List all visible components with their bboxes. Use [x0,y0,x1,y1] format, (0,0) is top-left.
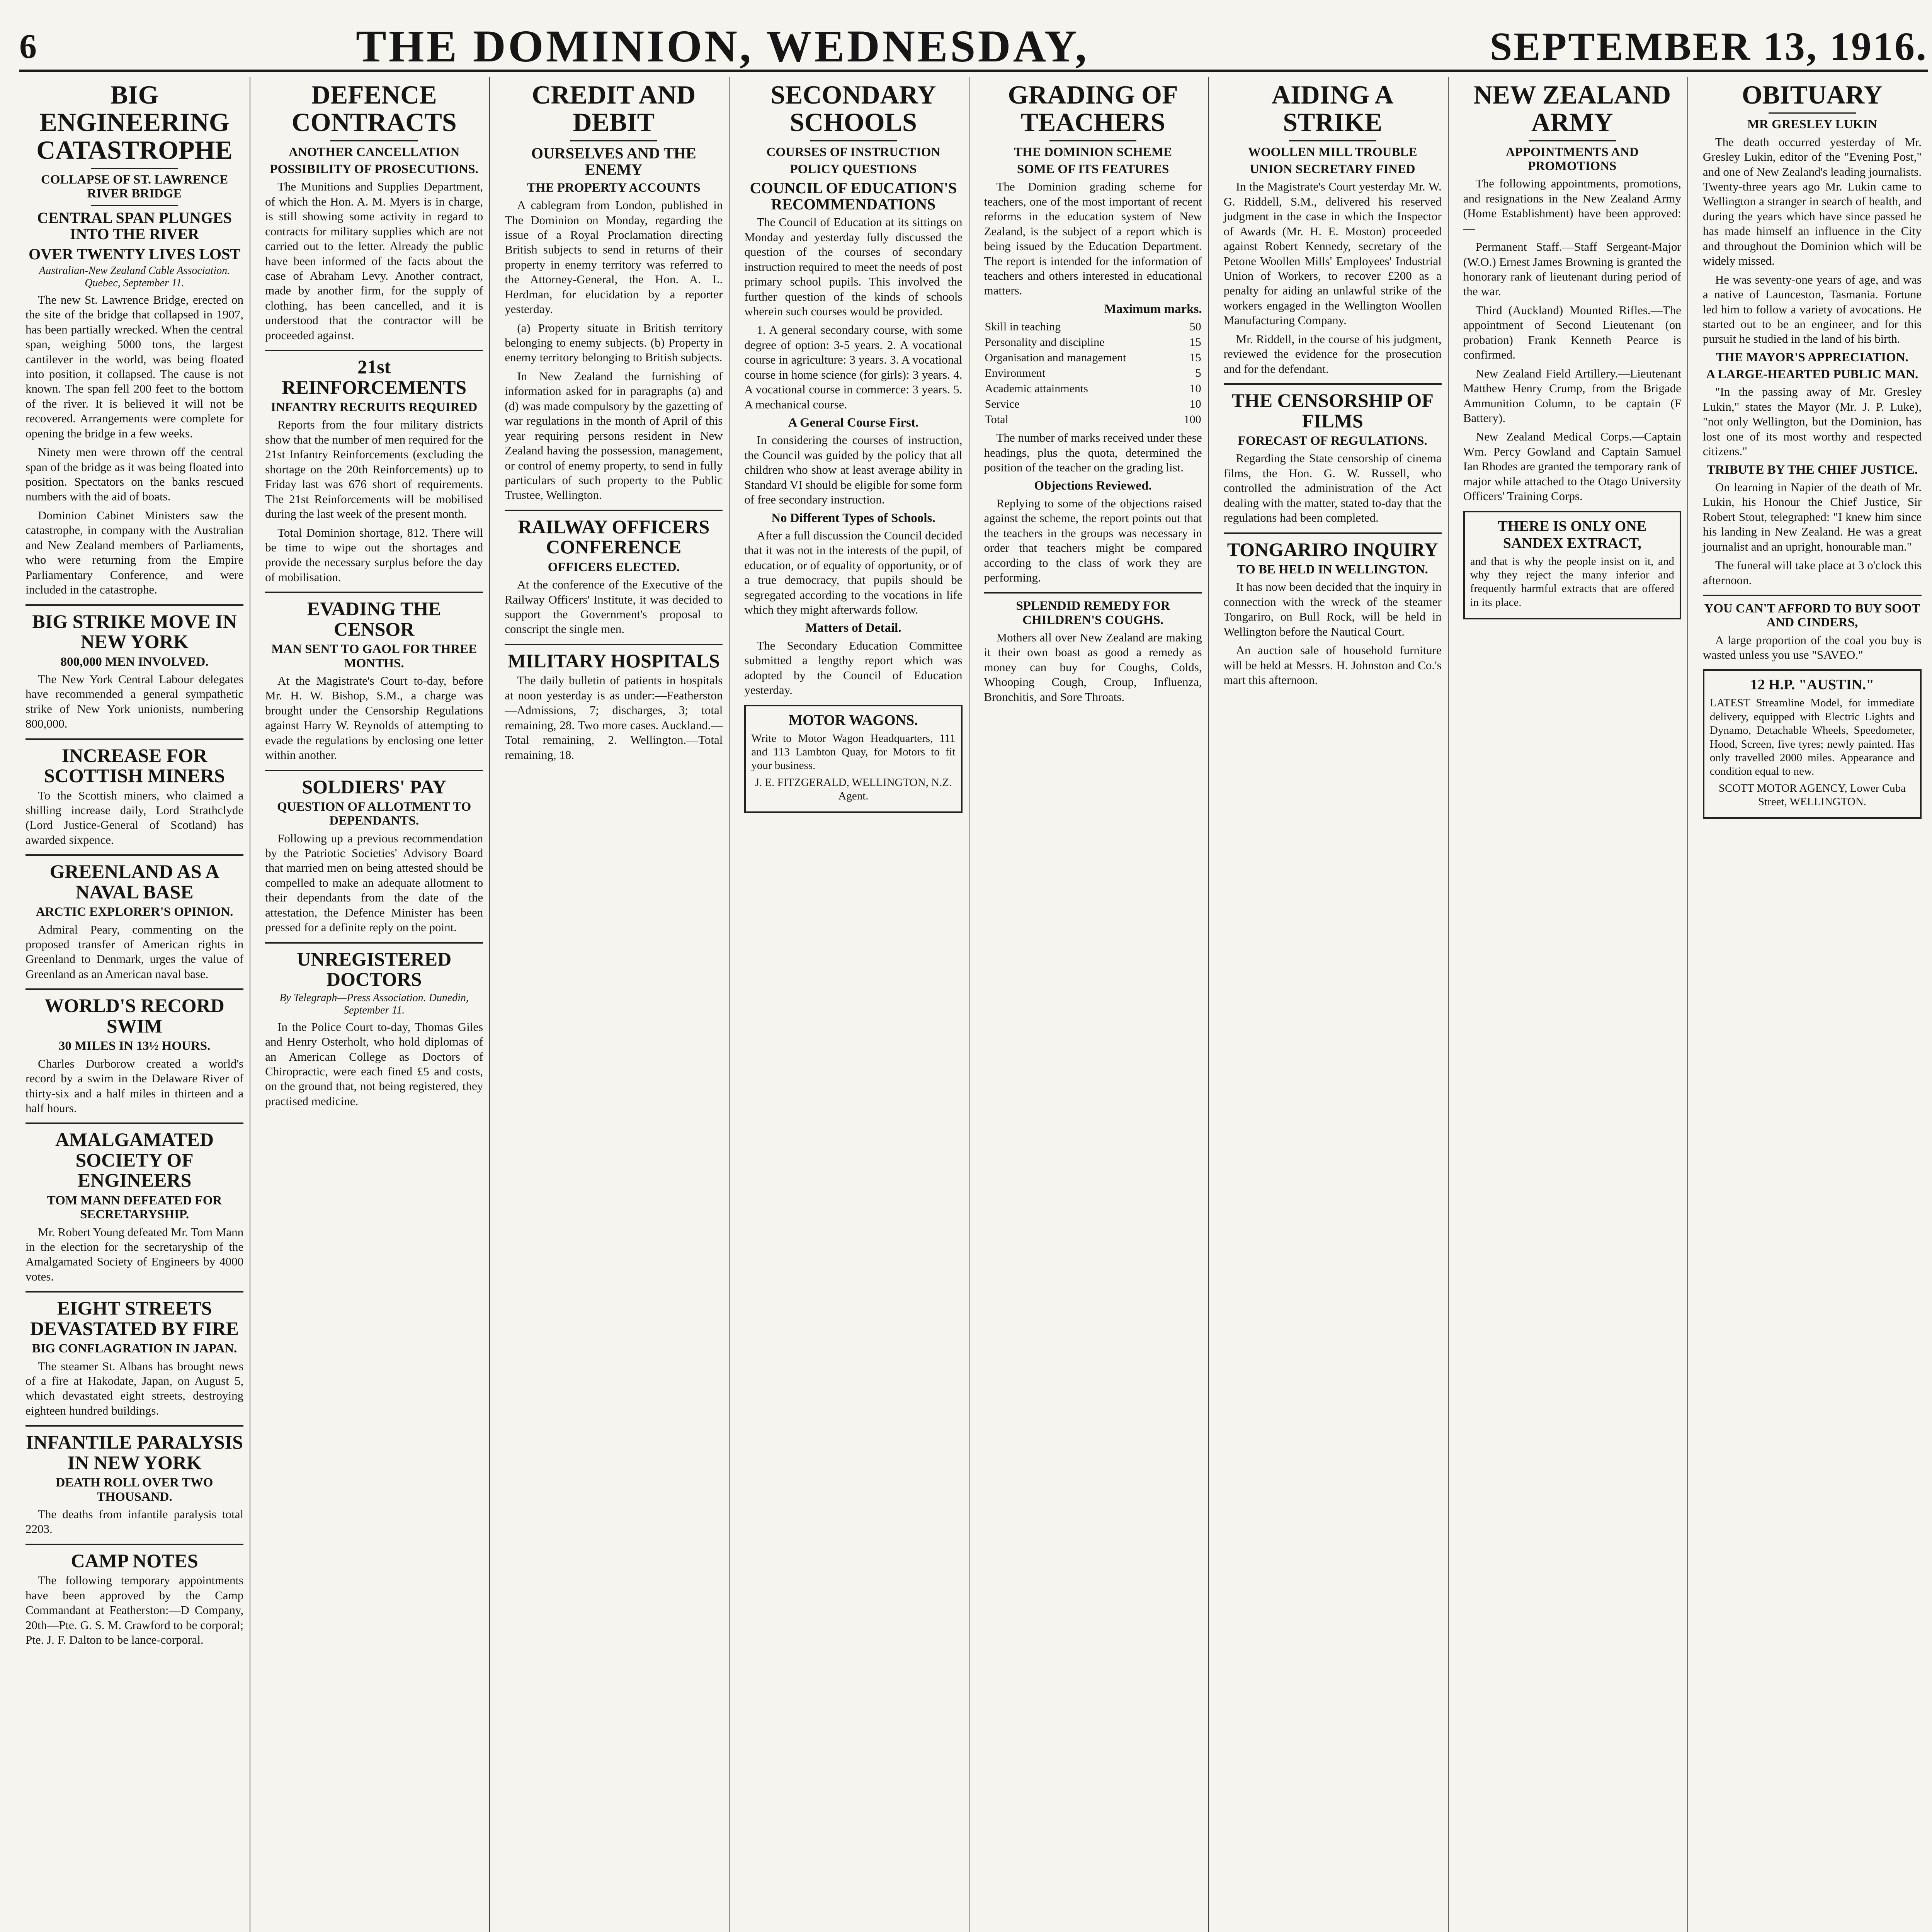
headline: INFANTILE PARALYSIS IN NEW YORK [26,1431,243,1473]
marks-value: 100 [1184,413,1201,426]
advert-austin [1703,669,1922,819]
divider [1224,532,1442,534]
article-camp-notes [26,1551,243,1648]
paragraph: The steamer St. Albans has brought news of a fire at Hakodate, Japan, on August 5, which devastated eight streets, destroying eighteen hundred buildings. [26,1359,244,1417]
advert-heading: MOTOR WAGONS. [789,712,918,728]
marks-table [984,319,1202,427]
section-heading: THE MAYOR'S APPRECIATION. [1716,350,1908,364]
headline: AIDING A STRIKE [1271,80,1394,137]
article-nz-army [1463,81,1681,504]
subheadline: POSSIBILITY OF PROSECUTIONS. [270,162,478,177]
paragraph: Ninety men were thrown off the central span of the bridge as it was being floated into position. Spectators on the banks rescued numbers with the aid of boats. [26,445,244,503]
paragraph: To the Scottish miners, who claimed a shilling increase daily, Lord Strathclyde (Lord Justice-General of Scotland) has awarded sixpence. [26,788,244,847]
headline: UNREGISTERED DOCTORS [297,948,452,990]
section-heading: Objections Reviewed. [1034,479,1152,493]
article-defence [265,81,483,343]
paragraph: A cablegram from London, published in The Dominion on Monday, regarding the issue of a Royal Proclamation directing British subjects to send in returns of their property in enemy territory was referred to the Attorney-General, the Hon. A. L. Herdman, for elucidation by a reporter yesterday. [505,198,723,316]
column-4 [738,77,969,1932]
article-engineers [26,1129,243,1284]
marks-value: 10 [1189,382,1201,395]
newspaper-title: THE DOMINION, WEDNESDAY, [356,21,1089,71]
column-8 [1697,77,1928,1932]
headline: CAMP NOTES [71,1549,198,1571]
paragraph: Replying to some of the objections raised against the scheme, the report points out that the teachers in the groups was necessary in order that teachers might be compared according to the class of work they are performing. [984,496,1202,584]
divider [26,1291,243,1293]
divider [26,604,243,606]
divider [265,770,483,771]
article-hospitals [505,651,723,762]
marks-row [984,366,1202,381]
article-grading-teachers [984,81,1202,585]
paragraph: In the Police Court to-day, Thomas Giles and Henry Osterholt, who hold diplomas of an American College as Doctors of Chiropractic, were each fined £5 and costs, on the ground that, not being registered, they practised medicine. [265,1020,483,1108]
article-soldiers-pay [265,777,483,935]
article-credit-debit [505,81,723,503]
advert-text: and that is why the people insist on it, and why they reject the many inferior and frequently harmful extracts that are offered in its place. [1470,555,1674,609]
paragraph: After a full discussion the Council decided that it was not in the interests of the pupil, of education, or of equality of opportunity, or of a true democracy, that pupils should be segregated according to the vocations in life which they might afterwards follow. [744,528,963,617]
marks-table-title: Maximum marks. [1104,302,1202,316]
subheadline: ARCTIC EXPLORER'S OPINION. [36,905,233,919]
advert-coughs [984,599,1202,704]
headline: GRADING OF TEACHERS [1008,80,1178,137]
article-greenland [26,861,243,981]
divider [1703,595,1922,596]
subheadline: UNION SECRETARY FINED [1250,162,1415,177]
dateline: Australian-New Zealand Cable Association. Quebec, September 11. [39,264,230,289]
masthead [19,23,1928,72]
paragraph: New Zealand Field Artillery.—Lieutenant Matthew Henry Crump, from the Brigade Ammunition Column, to be captain (F Battery). [1463,366,1681,425]
divider [265,942,483,944]
headline: TONGARIRO INQUIRY [1227,538,1438,560]
course-list: 1. A general secondary course, with some degree of option: 3-5 years. 2. A vocational course in agriculture: 3 years. 3. A vocational course in home science (for girls): 3 years. 4. A vocational course in commerce: 3 years. 5. A mechanical course. [744,323,963,411]
divider [1769,112,1856,114]
paragraph: The daily bulletin of patients in hospitals at noon yesterday is as under:—Featherston—Admissions, 7; discharges, 3; total remaining, 28. Two more cases. Auckland.—Total remaining, 2. Wellington.—Total remaining, 18. [505,673,723,762]
section-heading: A LARGE-HEARTED PUBLIC MAN. [1706,367,1918,382]
headline: INCREASE FOR SCOTTISH MINERS [44,744,225,787]
headline: CREDIT AND DEBIT [532,80,696,137]
subheadline: THE DOMINION SCHEME [1014,145,1172,159]
marks-row [984,396,1202,412]
article-reinforcements [265,357,483,585]
paragraph: Permanent Staff.—Staff Sergeant-Major (W.O.) Ernest James Browning is granted the honorary rank of lieutenant during period of the war. [1463,240,1681,298]
paragraph: Admiral Peary, commenting on the proposed transfer of American rights in Greenland to Denmark, urges the value of Greenland as an American naval base. [26,922,244,981]
divider [505,510,723,511]
subheadline: COURSES OF INSTRUCTION [766,145,940,159]
marks-label: Academic attainments [985,382,1088,395]
subheadline: BIG CONFLAGRATION IN JAPAN. [32,1342,237,1356]
article-record-swim [26,995,243,1116]
article-secondary-schools [744,81,962,698]
advert-heading: YOU CAN'T AFFORD TO BUY SOOT AND CINDERS, [1704,601,1920,630]
divider [984,592,1202,594]
section-heading: TRIBUTE BY THE CHIEF JUSTICE. [1706,463,1918,477]
subheadline: APPOINTMENTS AND PROMOTIONS [1505,145,1639,173]
paragraph: The number of marks received under these headings, plus the quota, determined the position of the teacher on the grading list. [984,431,1202,474]
column-7 [1457,77,1688,1932]
advert-signature: J. E. FITZGERALD, WELLINGTON, N.Z. Agent. [755,776,952,803]
paragraph: An auction sale of household furniture will be held at Messrs. H. Johnston and Co.'s mart this afternoon. [1223,643,1442,687]
marks-row [984,319,1202,335]
paragraph: Following up a previous recommendation by the Patriotic Societies' Advisory Board that married men on being attested should be compelled to make an adequate allotment to their dependants from the date of the attestation, the Defence Minister has been pressed for a definite reply on the point. [265,831,483,934]
marks-value: 10 [1189,398,1201,411]
divider [1224,383,1442,385]
marks-row [984,335,1202,350]
subheadline: COLLAPSE OF ST. LAWRENCE RIVER BRIDGE [41,173,228,201]
advert-text: Write to Motor Wagon Headquarters, 111 and 113 Lambton Quay, for Motors to fit your business. [751,732,956,772]
subheadline: 30 MILES IN 13½ HOURS. [58,1039,211,1053]
paragraph: Charles Durborow created a world's record by a swim in the Delaware River of thirty-six and a half miles in thirteen and a half hours. [26,1056,244,1115]
article-doctors [265,949,483,1109]
page-number: 6 [19,27,37,66]
subheadline: MAN SENT TO GAOL FOR THREE MONTHS. [271,642,477,670]
advert-motor-wagons [744,705,962,813]
subheadline: POLICY QUESTIONS [790,162,917,177]
section-heading: Matters of Detail. [805,621,901,635]
paragraph: The Dominion grading scheme for teachers, one of the most important of recent reforms in the education system of New Zealand, is the subject of a report which is being issued by the Education Department. The report is intended for the information of teachers and others interested in educational matters. [984,180,1202,298]
marks-value: 50 [1189,320,1201,333]
headline: WORLD'S RECORD SWIM [44,995,224,1037]
divider [26,738,243,740]
divider [265,350,483,351]
paragraph: "In the passing away of Mr. Gresley Lukin," states the Mayor (Mr. J. P. Luke), "not only Wellington, but the Dominion, has lost one of its most worthy and respected citizens." [1702,385,1922,458]
headline: AMALGAMATED SOCIETY OF ENGINEERS [55,1129,214,1191]
paragraph: The Munitions and Supplies Department, of which the Hon. A. M. Myers is in charge, is still showing some activity in regard to contracts for military supplies which are not carried out to the letter. Already the public have been informed of the facts about the case of Abraham Levy. Another contract, made by another firm, for the supply of clothing, has been cancelled, and it is understood that the contractor will be proceeded against. [265,180,483,342]
column-2 [259,77,490,1932]
divider [1529,140,1616,141]
headline: RAILWAY OFFICERS CONFERENCE [518,515,710,558]
marks-row [984,412,1202,427]
divider [26,1544,243,1545]
paragraph: The following temporary appointments have been approved by the Camp Commandant at Featherston:—D Company, 20th—Pte. G. S. M. Crawford to be corporal; Pte. J. F. Dalton to be lance-corporal. [26,1573,244,1647]
advert-text: LATEST Streamline Model, for immediate delivery, equipped with Electric Lights and Dynamo, Detachable Wheels, Speedometer, Hood, Screen, five tyres; newly painted. Has only travelled 2000 miles. Appearance and condition equal to new. [1709,697,1915,778]
paragraph: At the Magistrate's Court to-day, before Mr. H. W. Bishop, S.M., a charge was brought under the Censorship Regulations against Harry W. Reynolds of attempting to evade the regulations by enclosing one letter within another. [265,673,483,762]
section-heading: No Different Types of Schools. [771,511,935,525]
paragraph: (a) Property situate in British territory belonging to enemy subjects. (b) Property in enemy territory belonging to British subjects. [505,321,723,364]
paragraph: The new St. Lawrence Bridge, erected on the site of the bridge that collapsed in 1907, has been partially wrecked. When the central span, weighing 5000 tons, the largest cantilever in the world, was being floated into position, it collapsed. The cause is not known. The span fell 200 feet to the bottom of the river. It is believed it will not be recovered. Arrangements were complete for opening the bridge in a few weeks. [26,293,244,440]
advert-text: Mothers all over New Zealand are making it their own boast as good a remedy as money can buy for Coughs, Colds, Whooping Cough, Croup, Influenza, Bronchitis, and Sore Throats. [984,631,1202,704]
subheadline: TO BE HELD IN WELLINGTON. [1237,563,1428,577]
paragraph: The Council of Education at its sittings on Monday and yesterday fully discussed the question of the courses of secondary instruction required to meet the needs of post primary school pupils. This involved the further question of the kinds of schools wherein such courses would be provided. [744,215,963,318]
paragraph: Total Dominion shortage, 812. There will be time to wipe out the shortages and provide the necessary surplus before the day of mobilisation. [265,526,483,584]
paragraph: In the Magistrate's Court yesterday Mr. W. G. Riddell, S.M., delivered his reserved judgment in the case in which the Inspector of Awards (Mr. H. E. Moston) proceeded against Robert Kennedy, secretary of the Petone Woollen Mills' Employees' Industrial Union of Workers, to recover £200 as a penalty for aiding an unlawful strike of the workers engaged in the Wellington Woollen Manufacturing Company. [1223,180,1442,327]
advert-saveo [1703,602,1922,662]
marks-row [984,381,1202,396]
advert-heading: THERE IS ONLY ONE SANDEX EXTRACT, [1498,518,1647,551]
subheadline: WOOLLEN MILL TROUBLE [1248,145,1417,159]
paragraph: New Zealand Medical Corps.—Captain Wm. Percy Gowland and Captain Samuel Ian Rhodes are granted the temporary rank of major while attached to the Otago University Officers' Training Corps. [1463,430,1681,503]
subheadline: FORECAST OF REGULATIONS. [1238,434,1427,448]
paragraph: Mr. Robert Young defeated Mr. Tom Mann in the election for the secretaryship of the Amalgamated Society of Engineers by 4000 votes. [26,1225,244,1283]
subheadline: OVER TWENTY LIVES LOST [29,245,241,263]
column-6 [1218,77,1449,1932]
article-aiding-strike [1224,81,1442,376]
marks-label: Skill in teaching [985,320,1061,333]
divider [91,205,178,206]
subheadline: THE PROPERTY ACCOUNTS [527,180,701,195]
paragraph: In considering the courses of instruction, the Council was guided by the policy that all children who show at least average ability in Standard VI should be eligible for some form of free secondary instruction. [744,433,963,507]
headline: BIG STRIKE MOVE IN NEW YORK [32,610,237,653]
divider [265,592,483,593]
divider [26,854,243,856]
subheadline: SOME OF ITS FEATURES [1017,162,1169,177]
paragraph: Regarding the State censorship of cinema films, the Hon. G. W. Russell, who controlled the administration of the Act dealing with the matter, stated to-day that the regulations had been completed. [1223,451,1442,525]
advert-signature: SCOTT MOTOR AGENCY, Lower Cuba Street, WELLINGTON. [1718,782,1906,808]
marks-label: Personality and discipline [985,336,1105,349]
subheadline: DEATH ROLL OVER TWO THOUSAND. [56,1476,213,1504]
paragraph: On learning in Napier of the death of Mr. Lukin, his Honour the Chief Justice, Sir Robert Stout, telegraphed: "I knew him since his landing in New Zealand. He was a great journalist and an upright, honourable man." [1702,480,1922,553]
marks-value: 15 [1189,336,1201,349]
subheadline: COUNCIL OF EDUCATION'S RECOMMENDATIONS [750,179,957,213]
article-strike [26,611,243,731]
article-censor [265,599,483,762]
paragraph: Reports from the four military districts show that the number of men required for the 21st Infantry Reinforcements (excluding the shortage on the 20th Reinforcements) up to Friday last was 676 short of requirements. The 21st Reinforcements will be mobilised during the last week of the present month. [265,418,483,521]
subheadline: MR GRESLEY LUKIN [1747,117,1878,132]
headline: GREENLAND AS A NAVAL BASE [49,861,219,903]
marks-row [984,350,1202,366]
headline: EIGHT STREETS DEVASTATED BY FIRE [30,1297,239,1339]
article-film-censorship [1224,390,1442,525]
issue-date: SEPTEMBER 13, 1916. [1490,24,1928,69]
headline: THE CENSORSHIP OF FILMS [1231,389,1434,432]
paragraph: Mr. Riddell, in the course of his judgment, reviewed the evidence for the prosecution and for the defendant. [1223,332,1442,376]
divider [26,988,243,990]
subheadline: OURSELVES AND THE ENEMY [531,144,696,178]
divider [330,140,418,141]
article-bridge [26,81,243,597]
article-paralysis [26,1432,243,1536]
article-miners [26,745,243,848]
paragraph: The death occurred yesterday of Mr. Gresley Lukin, editor of the "Evening Post," and one of New Zealand's leading journalists. Twenty-three years ago Mr. Lukin came to Wellington a stranger in search of health, and during the years which have since passed he has made himself an influence in the City and throughout the Dominion which will be widely missed. [1702,135,1922,268]
subheadline: TOM MANN DEFEATED FOR SECRETARYSHIP. [47,1193,222,1222]
article-railway [505,517,723,637]
headline: MILITARY HOSPITALS [507,650,720,672]
subheadline: 800,000 MEN INVOLVED. [60,655,209,669]
marks-label: Total [985,413,1009,426]
headline: OBITUARY [1742,80,1883,109]
paragraph: The Secondary Education Committee submitted a lengthy report which was adopted by the Council of Education yesterday. [744,638,963,697]
paragraph: The deaths from infantile paralysis total 2203. [26,1507,244,1536]
article-tongariro [1224,539,1442,688]
advert-text: A large proportion of the coal you buy is wasted unless you use "SAVEO." [1702,633,1922,662]
headline: EVADING THE CENSOR [307,598,441,640]
subheadline: INFANTRY RECRUITS REQUIRED [271,400,478,415]
divider [91,168,178,169]
paragraph: Third (Auckland) Mounted Rifles.—The appointment of Second Lieutenant (on probation) Frank Kenneth Pearce is confirmed. [1463,303,1681,362]
advert-heading: SPLENDID REMEDY FOR CHILDREN'S COUGHS. [1016,599,1170,627]
subheadline: QUESTION OF ALLOTMENT TO DEPENDANTS. [277,800,471,828]
subheadline: ANOTHER CANCELLATION [289,145,460,159]
paragraph: In New Zealand the furnishing of information asked for in paragraphs (a) and (d) was made compulsory by the gazetting of war regulations in the month of April of this year requiring persons resident in New Zealand having the possession, management, or control of enemy property, to send in fully particulars of such property to the Public Trustee, Wellington. [505,369,723,502]
article-fire [26,1298,243,1418]
divider [26,1122,243,1124]
paragraph: Dominion Cabinet Ministers saw the catastrophe, in company with the Australian and New Zealand members of Parliaments, who were returning from the Empire Parliamentary Conference, and were included in the catastrophe. [26,508,244,597]
headline: 21st REINFORCEMENTS [282,356,467,398]
column-1 [19,77,250,1932]
marks-label: Service [985,398,1020,411]
columns [19,77,1928,1932]
headline: BIG ENGINEERING CATASTROPHE [36,80,233,165]
paragraph: The following appointments, promotions, and resignations in the New Zealand Army (Home Establishment) have been approved:— [1463,177,1681,235]
paragraph: The New York Central Labour delegates have recommended a general sympathetic strike of New York unionists, numbering 800,000. [26,672,244,731]
headline: SOLDIERS' PAY [302,776,447,798]
marks-value: 15 [1189,351,1201,364]
advert-sandex [1463,511,1681,620]
subheadline: OFFICERS ELECTED. [548,560,680,574]
divider [1289,140,1376,141]
paragraph: At the conference of the Executive of the Railway Officers' Institute, it was decided to support the Government's proposal to conscript the single men. [505,578,723,636]
marks-value: 5 [1195,367,1201,380]
column-3 [498,77,730,1932]
divider [505,644,723,645]
divider [1049,140,1137,141]
column-5 [978,77,1209,1932]
advert-heading: 12 H.P. "AUSTIN." [1750,677,1874,693]
headline: NEW ZEALAND ARMY [1473,80,1671,137]
paragraph: It has now been decided that the inquiry in connection with the wreck of the steamer Tongariro, on Bull Rock, will be held in Wellington before the Nautical Court. [1223,580,1442,638]
dateline: By Telegraph—Press Association. Dunedin, September 11. [279,992,469,1016]
subheadline: CENTRAL SPAN PLUNGES INTO THE RIVER [37,209,232,243]
paragraph: The funeral will take place at 3 o'clock this afternoon. [1702,558,1922,587]
divider [26,1425,243,1427]
article-obituary [1703,81,1922,588]
section-heading: A General Course First. [788,416,919,430]
headline: DEFENCE CONTRACTS [291,80,457,137]
paragraph: He was seventy-one years of age, and was a native of Launceston, Tasmania. Fortune led him to follow a variety of avocations. He started out to be an engineer, and for this pursuit he studied in the land of his birth. [1702,272,1922,346]
divider [570,140,657,141]
marks-label: Organisation and management [985,351,1126,364]
marks-label: Environment [985,367,1046,380]
headline: SECONDARY SCHOOLS [770,80,936,137]
divider [810,140,897,141]
